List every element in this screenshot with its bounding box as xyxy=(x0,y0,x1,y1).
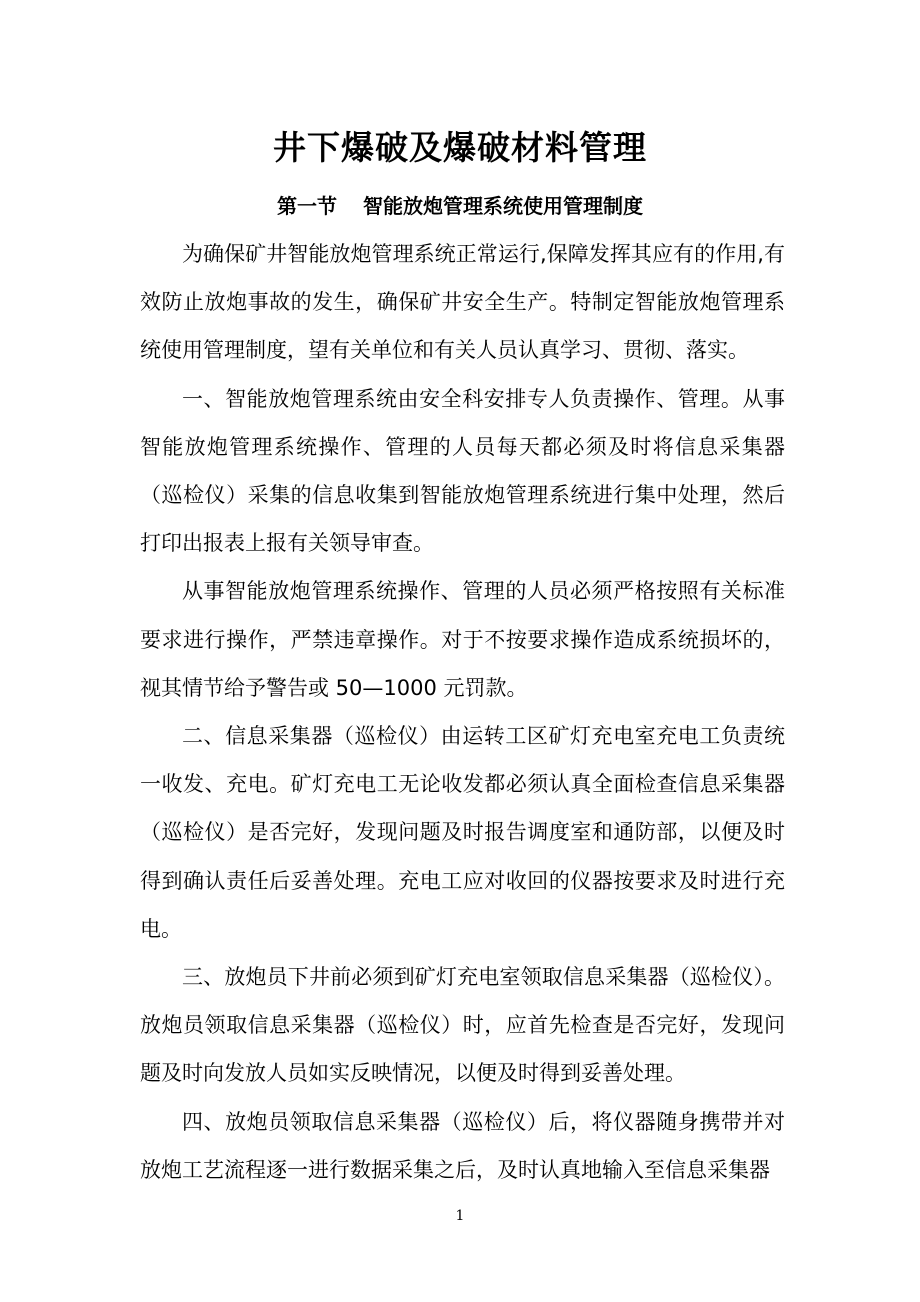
paragraph-item-1-note: 从事智能放炮管理系统操作、管理的人员必须严格按照有关标准要求进行操作，严禁违章操作。对于不按要求操作造成系统损坏的，视其情节给予警告或 50—1000 元罚款。 xyxy=(140,579,785,700)
page-number: 1 xyxy=(455,1208,465,1224)
section-number: 第一节 xyxy=(277,194,337,218)
paragraph-item-4: 四、放炮员领取信息采集器（巡检仪）后，将仪器随身携带并对放炮工艺流程逐一进行数据采集之后，及时认真地输入至信息采集器 xyxy=(140,1109,785,1182)
paragraph-item-1: 一、智能放炮管理系统由安全科安排专人负责操作、管理。从事智能放炮管理系统操作、管理的人员每天都必须及时将信息采集器（巡检仪）采集的信息收集到智能放炮管理系统进行集中处理，然后打印出报表上报有关领导审查。 xyxy=(140,386,785,556)
paragraph-intro: 为确保矿井智能放炮管理系统正常运行,保障发挥其应有的作用,有效防止放炮事故的发生，确保矿井安全生产。特制定智能放炮管理系统使用管理制度，望有关单位和有关人员认真学习、贯彻、落实。 xyxy=(140,242,785,363)
section-name: 智能放炮管理系统使用管理制度 xyxy=(363,194,643,218)
document-title: 井下爆破及爆破材料管理 xyxy=(273,128,647,167)
document-body xyxy=(140,230,785,1194)
paragraph-item-3: 三、放炮员下井前必须到矿灯充电室领取信息采集器（巡检仪）。放炮员领取信息采集器（巡检仪）时，应首先检查是否完好，发现问题及时向发放人员如实反映情况，以便及时得到妥善处理。 xyxy=(140,965,785,1086)
section-title xyxy=(0,186,920,226)
paragraph-item-2: 二、信息采集器（巡检仪）由运转工区矿灯充电室充电工负责统一收发、充电。矿灯充电工无论收发都必须认真全面检查信息采集器（巡检仪）是否完好，发现问题及时报告调度室和通防部，以便及时得到确认责任后妥善处理。充电工应对收回的仪器按要求及时进行充电。 xyxy=(140,724,785,941)
